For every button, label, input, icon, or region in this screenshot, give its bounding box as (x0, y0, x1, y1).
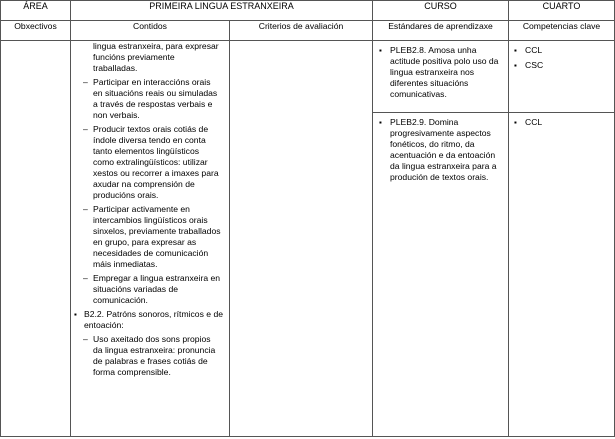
competence-item: ▪ CCL (514, 45, 543, 55)
dash-marker: – (83, 77, 88, 87)
header-curso: CURSO (373, 1, 509, 21)
col-competences: Competencias clave (509, 21, 615, 41)
col-contents: Contidos (71, 21, 230, 41)
standards-cell (373, 41, 509, 437)
competence-item: ▪ CSC (514, 60, 544, 70)
header-row (1, 1, 615, 21)
competence-block (509, 112, 614, 132)
contents-continuation: lingua estranxeira, para expresar funcións previamente traballadas. (93, 41, 219, 73)
subheader-row (1, 21, 615, 41)
list-item: – Empregar a lingua estranxeira en situacións variadas de comunicación. (83, 273, 221, 305)
contents-section-b22: ▪ B2.2. Patróns sonoros, rítmicos e de entoación: (74, 309, 223, 330)
standard-block (373, 41, 508, 112)
header-cuarto: CUARTO (509, 1, 615, 21)
square-bullet-icon: ▪ (74, 310, 77, 319)
competence-block (509, 41, 614, 112)
competence-item: ▪ CCL (514, 117, 543, 127)
square-bullet-icon: ▪ (514, 118, 517, 127)
dash-marker: – (83, 273, 88, 283)
dash-marker: – (83, 124, 88, 134)
square-bullet-icon: ▪ (379, 46, 382, 55)
square-bullet-icon: ▪ (379, 118, 382, 127)
dash-marker: – (83, 334, 88, 344)
competences-cell (509, 41, 615, 437)
list-item: – Participar en interaccións orais en situacións reais ou simuladas a través de respostas verbais e non verbais. (83, 77, 218, 120)
standard-item: ▪ PLEB2.8. Amosa unha actitude positiva polo uso da lingua estranxeira nos diferentes situacións comunicativas. (379, 45, 499, 99)
dash-marker: – (83, 204, 88, 214)
header-subject: PRIMEIRA LINGUA ESTRANXEIRA (71, 1, 373, 21)
square-bullet-icon: ▪ (514, 61, 517, 70)
contents-cell (71, 41, 230, 437)
objectives-cell (1, 41, 71, 437)
list-item: – Producir textos orais cotiás de índole diversa tendo en conta tanto elementos lingüísticos como extralingüísticos: utilizar xestos ou recorrer a imaxes para axudar na comprensión de producións orais. (83, 124, 219, 200)
col-standards: Estándares de aprendizaxe (373, 21, 509, 41)
criteria-cell (230, 41, 373, 437)
contents-list (71, 77, 229, 306)
header-area: ÁREA (1, 1, 71, 21)
col-objectives: Obxectivos (1, 21, 71, 41)
list-item: – Uso axeitado dos sons propios da lingua estranxeira: pronuncia de palabras e frases cotiás de forma comprensible. (83, 334, 216, 377)
standard-item: ▪ PLEB2.9. Domina progresivamente aspectos fonéticos, do ritmo, da acentuación e da entoación da lingua estranxeira para a produción de textos orais. (379, 117, 497, 182)
square-bullet-icon: ▪ (514, 46, 517, 55)
col-criteria: Criterios de avaliación (230, 21, 373, 41)
content-row (1, 41, 615, 437)
list-item: – Participar activamente en intercambios lingüísticos orais sinxelos, previamente traballados en grupo, para expresar as necesidades de comunicación máis inmediatas. (83, 204, 221, 269)
section-list (71, 334, 229, 378)
standard-block (373, 112, 508, 183)
